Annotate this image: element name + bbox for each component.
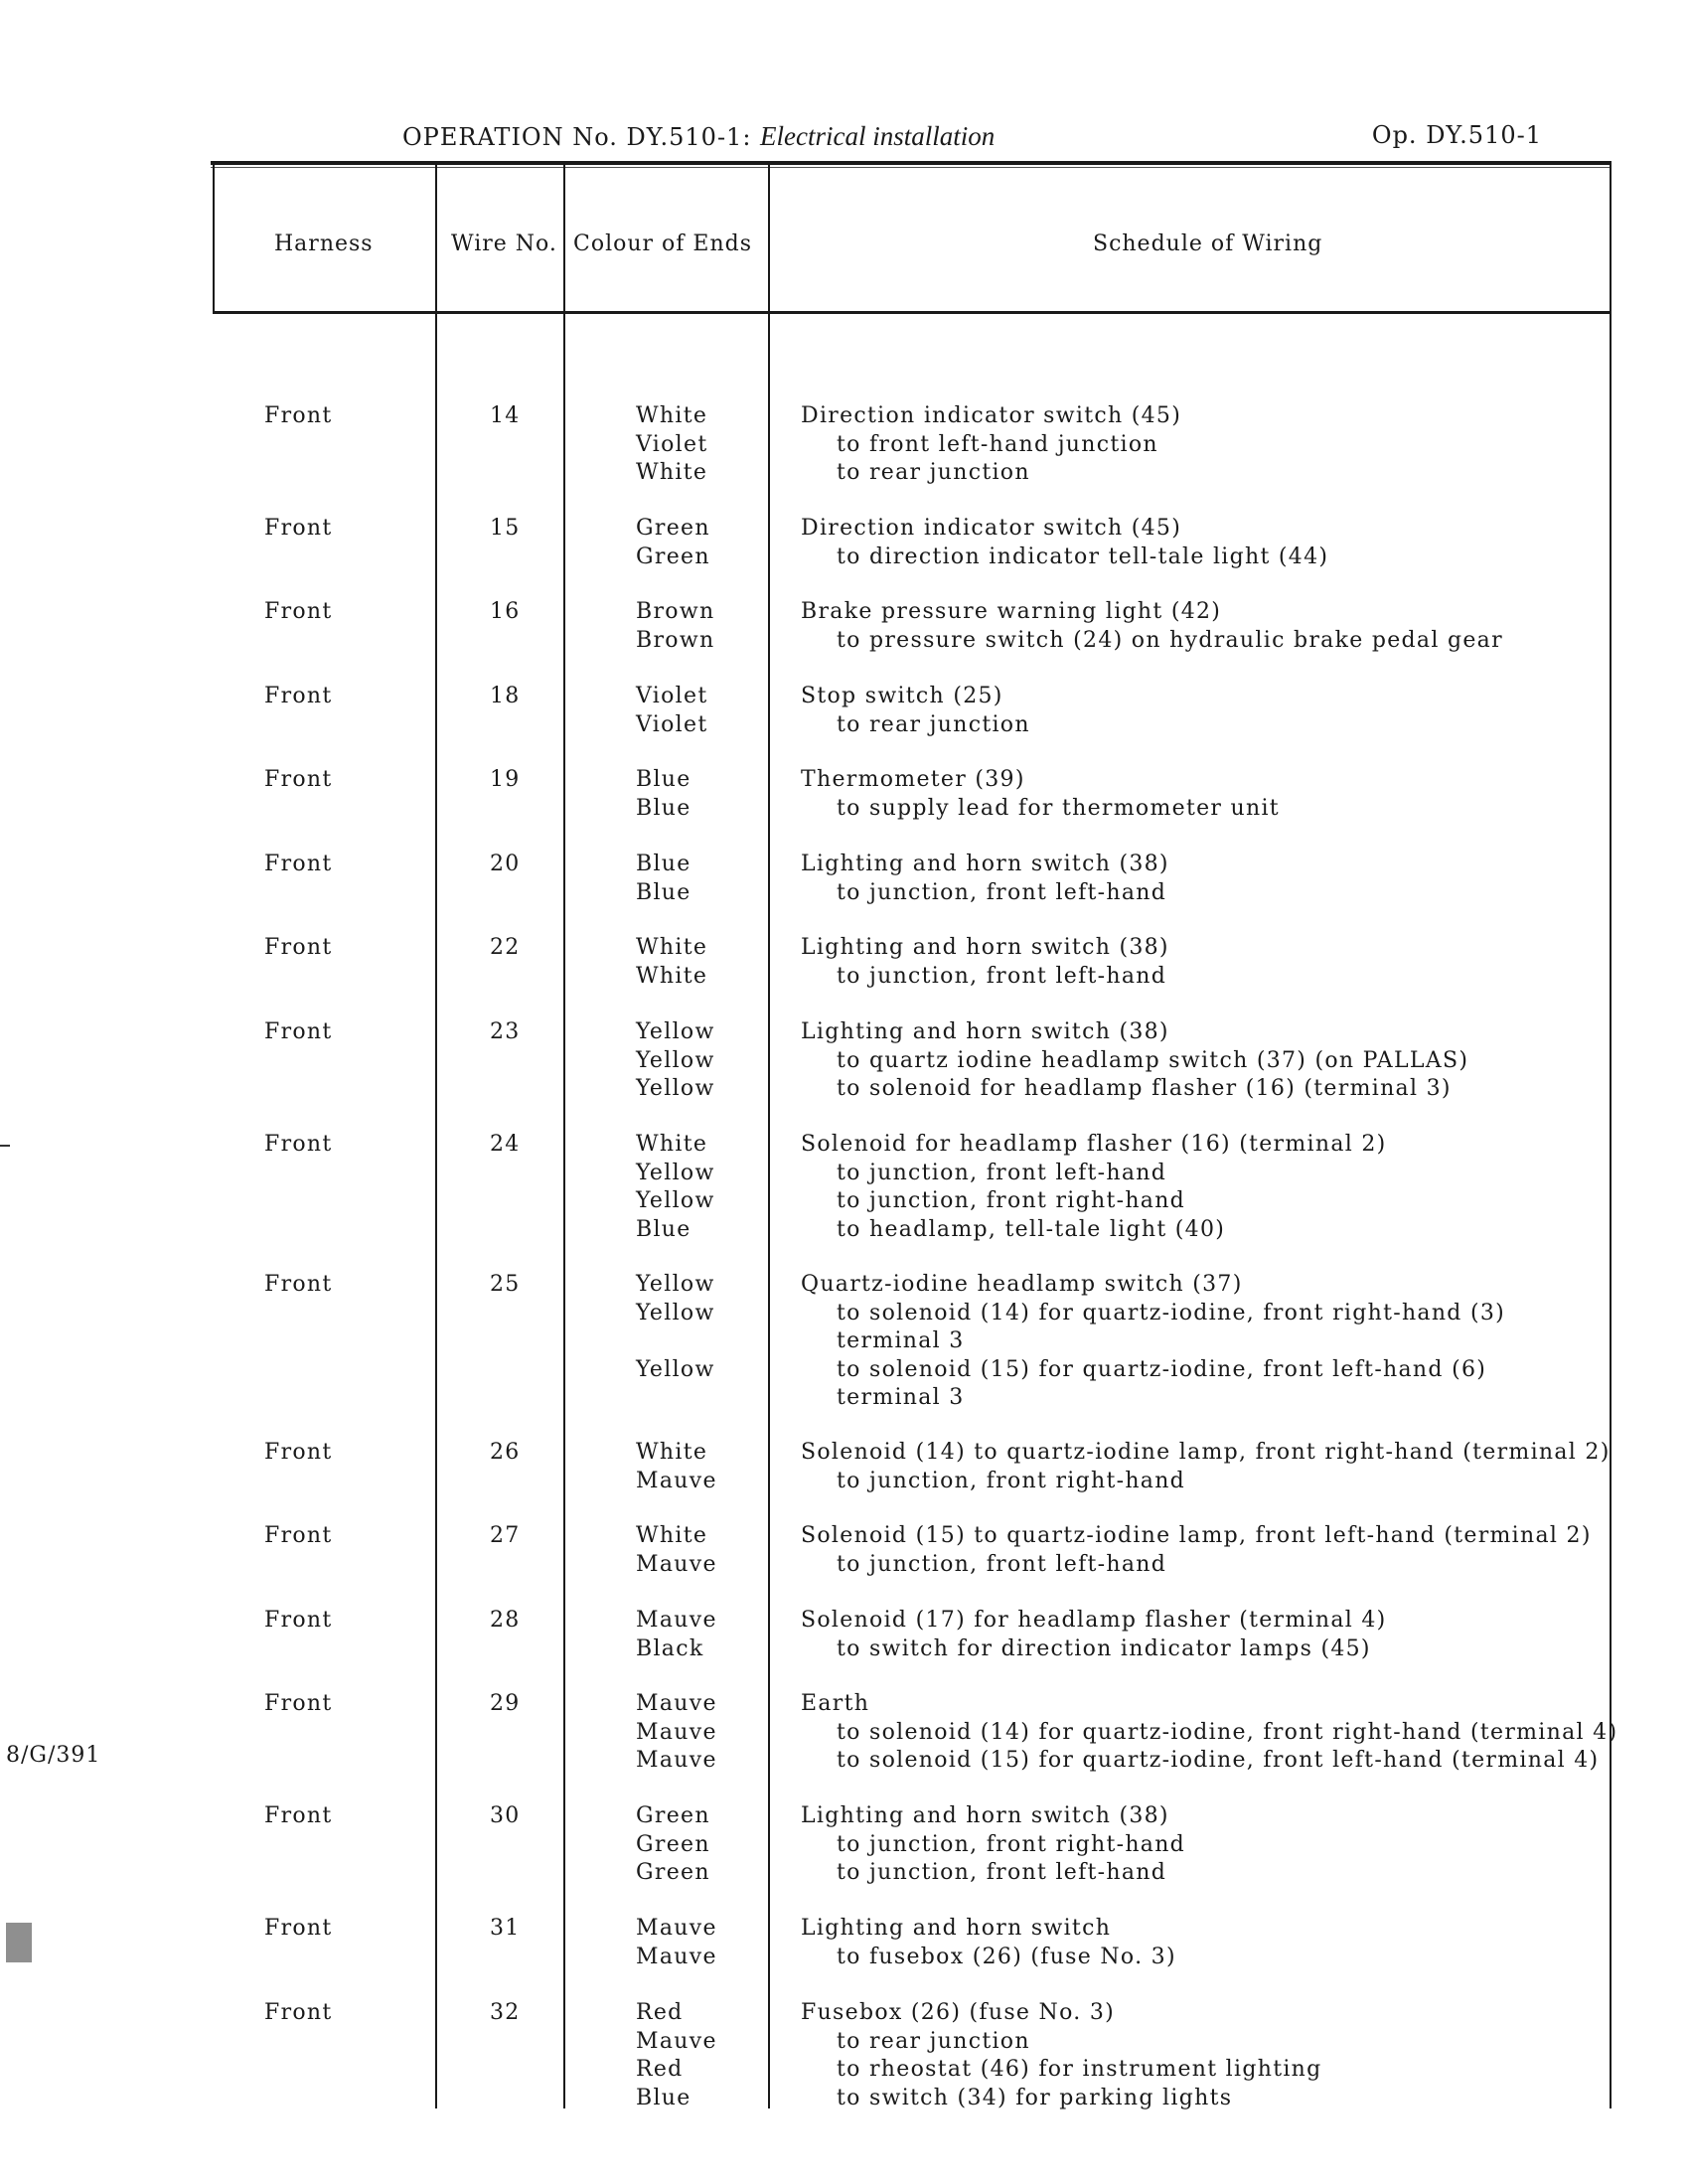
colour-cell	[636, 1271, 715, 1413]
column-header-harness: Harness	[274, 232, 374, 256]
schedule-destination: to solenoid (15) for quartz-iodine, front left-hand (6)	[837, 1356, 1487, 1382]
schedule-source: Lighting and horn switch (38)	[801, 1803, 1169, 1828]
colour-value: Blue	[636, 1216, 691, 1242]
wire-number-cell: 18	[490, 684, 521, 708]
schedule-cell	[801, 1271, 1505, 1413]
harness-cell: Front	[264, 935, 333, 960]
colour-value: White	[636, 403, 708, 428]
colour-value: Blue	[636, 852, 691, 876]
operation-title: Electrical installation	[760, 121, 996, 151]
wire-number-cell: 31	[490, 1916, 521, 1941]
colour-value: White	[636, 460, 708, 485]
schedule-source: Direction indicator switch (45)	[801, 516, 1182, 541]
harness-cell: Front	[264, 1803, 333, 1828]
schedule-destination: to rear junction	[837, 711, 1030, 737]
harness-cell: Front	[264, 767, 333, 792]
schedule-source: Lighting and horn switch	[801, 1916, 1112, 1941]
harness-cell: Front	[264, 1608, 333, 1633]
schedule-destination: to switch for direction indicator lamps (45)	[837, 1636, 1371, 1661]
schedule-source: Brake pressure warning light (42)	[801, 599, 1222, 624]
colour-value: Green	[636, 1860, 710, 1885]
schedule-source: Lighting and horn switch (38)	[801, 852, 1169, 876]
colour-value: Mauve	[636, 1916, 717, 1941]
column-divider-2	[563, 161, 565, 2108]
colour-value: White	[636, 1523, 708, 1548]
schedule-destination: to solenoid (15) for quartz-iodine, front left-hand (terminal 4)	[837, 1748, 1600, 1773]
colour-value: Mauve	[636, 1748, 717, 1773]
schedule-cell	[801, 1915, 1176, 1971]
schedule-cell	[801, 1131, 1387, 1244]
schedule-source: Solenoid (17) for headlamp flasher (terminal 4)	[801, 1608, 1387, 1633]
schedule-destination: to junction, front left-hand	[837, 1551, 1167, 1577]
harness-cell: Front	[264, 684, 333, 708]
colour-cell	[636, 766, 691, 823]
margin-tick	[0, 1145, 10, 1147]
colour-cell	[636, 402, 707, 488]
harness-cell: Front	[264, 2000, 333, 2025]
harness-cell: Front	[264, 1691, 333, 1716]
schedule-cell	[801, 402, 1181, 488]
side-code: 8/G/391	[6, 1743, 101, 1768]
schedule-source: Quartz-iodine headlamp switch (37)	[801, 1272, 1243, 1297]
colour-value	[636, 1327, 715, 1356]
colour-cell	[636, 1439, 717, 1495]
schedule-destination: terminal 3	[837, 1385, 965, 1410]
schedule-cell	[801, 1607, 1387, 1663]
schedule-cell	[801, 851, 1169, 907]
harness-cell: Front	[264, 1440, 333, 1465]
colour-cell	[636, 1690, 717, 1776]
wire-number-cell: 22	[490, 935, 521, 960]
schedule-destination: to quartz iodine headlamp switch (37) (on PALLAS)	[837, 1047, 1469, 1073]
column-header-wire-no: Wire No.	[451, 232, 557, 256]
wire-number-cell: 29	[490, 1691, 521, 1716]
schedule-cell	[801, 515, 1328, 571]
table-header-rule	[213, 311, 1612, 314]
schedule-cell	[801, 683, 1030, 739]
colour-value: Blue	[636, 767, 691, 792]
colour-cell	[636, 1802, 710, 1888]
harness-cell: Front	[264, 1132, 333, 1157]
wire-number-cell: 16	[490, 599, 521, 624]
colour-value: White	[636, 963, 708, 989]
colour-value: Blue	[636, 795, 691, 821]
colour-cell	[636, 1522, 717, 1579]
schedule-destination: to rear junction	[837, 2028, 1030, 2054]
schedule-destination: to solenoid for headlamp flasher (16) (terminal 3)	[837, 1076, 1452, 1101]
schedule-source: Stop switch (25)	[801, 684, 1003, 708]
harness-cell: Front	[264, 599, 333, 624]
harness-cell: Front	[264, 1523, 333, 1548]
colour-value: Mauve	[636, 1608, 717, 1633]
colour-value: Violet	[636, 431, 708, 457]
colour-cell	[636, 851, 691, 907]
colour-value: Yellow	[636, 1300, 715, 1326]
schedule-source: Solenoid (14) to quartz-iodine lamp, front right-hand (terminal 2)	[801, 1440, 1611, 1465]
colour-value: White	[636, 1440, 708, 1465]
schedule-cell	[801, 1018, 1468, 1104]
harness-cell: Front	[264, 516, 333, 541]
wire-number-cell: 25	[490, 1272, 521, 1297]
operation-heading	[402, 121, 995, 152]
schedule-source: Solenoid for headlamp flasher (16) (terminal 2)	[801, 1132, 1387, 1157]
table-top-rule	[211, 161, 1612, 165]
colour-value: Mauve	[636, 1551, 717, 1577]
column-divider-1	[435, 161, 437, 2108]
wire-number-cell: 20	[490, 852, 521, 876]
schedule-destination: to direction indicator tell-tale light (44)	[837, 544, 1329, 569]
schedule-destination: to rheostat (46) for instrument lighting	[837, 2057, 1322, 2082]
table-top-rule-thin	[211, 167, 1612, 168]
harness-cell: Front	[264, 1916, 333, 1941]
colour-value: Yellow	[636, 1272, 715, 1297]
wire-number-cell: 28	[490, 1608, 521, 1633]
harness-cell: Front	[264, 1019, 333, 1044]
colour-cell	[636, 1999, 717, 2112]
schedule-cell	[801, 1522, 1592, 1579]
colour-cell	[636, 1018, 715, 1104]
operation-number: OPERATION No. DY.510-1:	[402, 123, 752, 151]
schedule-cell	[801, 598, 1503, 655]
schedule-destination: to headlamp, tell-tale light (40)	[837, 1216, 1226, 1242]
colour-value: Red	[636, 2000, 684, 2025]
colour-cell	[636, 515, 710, 571]
colour-value	[636, 1384, 715, 1413]
wire-number-cell: 30	[490, 1803, 521, 1828]
wire-number-cell: 26	[490, 1440, 521, 1465]
colour-value: Violet	[636, 684, 708, 708]
colour-value: Brown	[636, 599, 715, 624]
colour-cell	[636, 1131, 715, 1244]
colour-cell	[636, 934, 707, 991]
margin-mark	[6, 1923, 32, 1962]
schedule-cell	[801, 1999, 1322, 2112]
schedule-cell	[801, 766, 1280, 823]
colour-value: Violet	[636, 711, 708, 737]
colour-value: Green	[636, 516, 710, 541]
schedule-destination: terminal 3	[837, 1328, 965, 1353]
schedule-destination: to supply lead for thermometer unit	[837, 795, 1280, 821]
page-reference: Op. DY.510-1	[1371, 121, 1542, 149]
schedule-destination: to rear junction	[837, 460, 1030, 485]
colour-value: Yellow	[636, 1188, 715, 1213]
colour-value: Green	[636, 1831, 710, 1857]
colour-value: Yellow	[636, 1047, 715, 1073]
colour-value: Green	[636, 544, 710, 569]
schedule-destination: to junction, front right-hand	[837, 1188, 1186, 1213]
colour-value: Red	[636, 2057, 684, 2082]
schedule-cell	[801, 1802, 1185, 1888]
wire-number-cell: 32	[490, 2000, 521, 2025]
schedule-destination: to pressure switch (24) on hydraulic brake pedal gear	[837, 627, 1503, 653]
schedule-cell	[801, 1690, 1617, 1776]
colour-value: Blue	[636, 2085, 691, 2110]
colour-value: Mauve	[636, 1468, 717, 1493]
schedule-destination: to switch (34) for parking lights	[837, 2085, 1233, 2110]
table-left-border	[213, 161, 215, 313]
colour-value: Yellow	[636, 1019, 715, 1044]
colour-value: Mauve	[636, 2028, 717, 2054]
column-divider-3	[768, 161, 770, 2108]
schedule-cell	[801, 1439, 1611, 1495]
colour-value: White	[636, 1132, 708, 1157]
wire-number-cell: 15	[490, 516, 521, 541]
colour-cell	[636, 1607, 717, 1663]
wire-number-cell: 23	[490, 1019, 521, 1044]
harness-cell: Front	[264, 403, 333, 428]
schedule-destination: to junction, front left-hand	[837, 879, 1167, 905]
table-right-border	[1610, 161, 1612, 2108]
colour-value: Blue	[636, 879, 691, 905]
schedule-source: Earth	[801, 1691, 870, 1716]
colour-cell	[636, 1915, 717, 1971]
schedule-source: Thermometer (39)	[801, 767, 1025, 792]
wire-number-cell: 14	[490, 403, 521, 428]
colour-value: Mauve	[636, 1944, 717, 1969]
colour-value: Mauve	[636, 1691, 717, 1716]
column-header-colour: Colour of Ends	[573, 232, 753, 256]
schedule-destination: to front left-hand junction	[837, 431, 1158, 457]
column-header-schedule: Schedule of Wiring	[1093, 232, 1323, 256]
colour-value: Green	[636, 1803, 710, 1828]
schedule-destination: to junction, front left-hand	[837, 963, 1167, 989]
colour-value: White	[636, 935, 708, 960]
schedule-source: Direction indicator switch (45)	[801, 403, 1182, 428]
schedule-source: Lighting and horn switch (38)	[801, 935, 1169, 960]
schedule-source: Fusebox (26) (fuse No. 3)	[801, 2000, 1115, 2025]
colour-cell	[636, 598, 714, 655]
colour-value: Yellow	[636, 1356, 715, 1382]
schedule-source: Lighting and horn switch (38)	[801, 1019, 1169, 1044]
colour-value: Black	[636, 1636, 704, 1661]
schedule-destination: to junction, front left-hand	[837, 1160, 1167, 1185]
schedule-destination: to junction, front right-hand	[837, 1468, 1186, 1493]
colour-value: Mauve	[636, 1719, 717, 1745]
colour-value: Brown	[636, 627, 715, 653]
schedule-cell	[801, 934, 1169, 991]
wire-number-cell: 19	[490, 767, 521, 792]
schedule-destination: to solenoid (14) for quartz-iodine, front right-hand (3)	[837, 1300, 1506, 1326]
colour-value: Yellow	[636, 1076, 715, 1101]
harness-cell: Front	[264, 852, 333, 876]
schedule-destination: to solenoid (14) for quartz-iodine, front right-hand (terminal 4)	[837, 1719, 1618, 1745]
wire-number-cell: 27	[490, 1523, 521, 1548]
schedule-destination: to fusebox (26) (fuse No. 3)	[837, 1944, 1176, 1969]
schedule-destination: to junction, front left-hand	[837, 1860, 1167, 1885]
schedule-destination: to junction, front right-hand	[837, 1831, 1186, 1857]
harness-cell: Front	[264, 1272, 333, 1297]
wire-number-cell: 24	[490, 1132, 521, 1157]
colour-value: Yellow	[636, 1160, 715, 1185]
colour-cell	[636, 683, 707, 739]
schedule-source: Solenoid (15) to quartz-iodine lamp, front left-hand (terminal 2)	[801, 1523, 1592, 1548]
